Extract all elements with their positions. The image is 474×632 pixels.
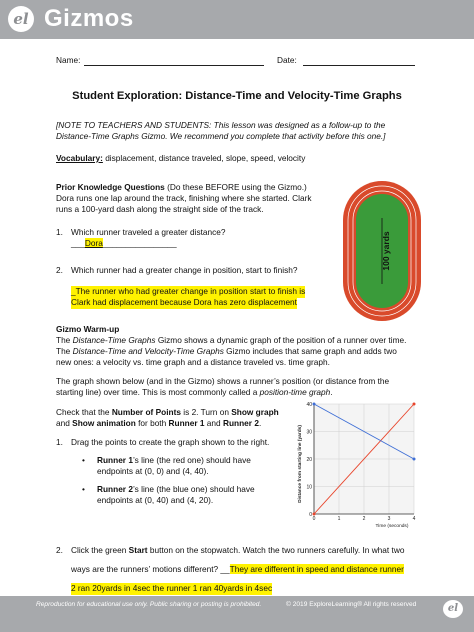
bullet-1-line-2: endpoints at (0, 0) and (4, 40). — [97, 466, 209, 476]
prior-knowledge-note: (Do these BEFORE using the Gizmo.) — [164, 182, 307, 192]
control-show-animation: Show animation — [72, 418, 136, 428]
control-show-graph: Show graph — [231, 407, 279, 417]
prior-knowledge-heading: Prior Knowledge Questions — [56, 182, 165, 192]
text-run: . — [330, 387, 333, 397]
y-tick-label: 20 — [306, 456, 312, 463]
y-tick-label: 0 — [309, 511, 312, 518]
gizmo-name: Distance-Time Graphs — [72, 335, 156, 345]
answer-underline-lead: ___ — [71, 238, 85, 248]
question-1-number: 1. — [56, 227, 63, 237]
control-number-of-points: Number of Points — [111, 407, 181, 417]
x-tick-label: 0 — [312, 516, 316, 522]
question-1-text: Which runner traveled a greater distance? — [71, 227, 226, 237]
y-tick-label: 40 — [306, 401, 312, 408]
page-footer — [0, 596, 474, 632]
x-tick-label: 4 — [412, 516, 416, 522]
runner-2-label: Runner 2 — [222, 418, 259, 428]
prior-knowledge-line-3: runs a 100-yard dash along the straight side of the track. — [56, 204, 264, 214]
x-axis-label: Time (seconds) — [375, 524, 409, 529]
warmup-paragraph-2-line-2 — [56, 387, 333, 399]
name-field[interactable] — [84, 65, 264, 66]
y-tick-label: 30 — [306, 429, 312, 436]
running-track-illustration — [342, 180, 422, 322]
text-run: Gizmo includes that same graph and adds two — [223, 346, 397, 356]
text-run: Gizmo shows a dynamic graph of the position of a runner over time. — [155, 335, 407, 345]
step-2-answer-line-1: They are different in speed and distance runner — [229, 564, 404, 574]
question-2-answer-line-1: _The runner who had greater change in position start to finish is — [71, 286, 306, 296]
runner-2-name: Runner 2 — [97, 484, 133, 494]
page-title: Student Exploration: Distance-Time and Velocity-Time Graphs — [72, 90, 402, 102]
text-run: . — [258, 418, 262, 428]
bullet-dot: • — [82, 455, 85, 465]
date-label: Date: — [277, 55, 297, 65]
question-1-answer: Dora — [84, 238, 103, 248]
runner-2-point — [413, 458, 416, 461]
step-2-line-2 — [71, 564, 404, 576]
bullet-2-line-1 — [97, 484, 255, 496]
x-tick-label: 1 — [337, 516, 341, 522]
x-tick-label: 2 — [362, 516, 366, 522]
text-run: is 2. Turn on — [180, 407, 232, 417]
y-tick-label: 10 — [306, 484, 312, 491]
text-run: ’s line (the blue one) should have — [132, 484, 255, 494]
note-line-2: Distance-Time Graphs Gizmo. We recommend you complete that activity before this one.] — [56, 131, 386, 141]
step-2-answer-line-2: 2 ran 20yards in 4sec the runner 1 ran 40yards in 4sec — [71, 583, 273, 593]
step-1-text: Drag the points to create the graph shown to the right. — [71, 437, 270, 447]
footer-usage-notice: Reproduction for educational use only. Public sharing or posting is prohibited. — [36, 601, 262, 608]
step-2-line-1 — [71, 545, 404, 557]
step-2-number: 2. — [56, 545, 63, 555]
track-distance-label: 100 yards — [381, 231, 391, 271]
text-run: button on the stopwatch. Watch the two runners carefully. In what two — [147, 545, 405, 555]
runner-1-label: Runner 1 — [168, 418, 205, 428]
runner-1-name: Runner 1 — [97, 455, 133, 465]
text-run: Click the green — [71, 545, 129, 555]
gizmo-name: Distance-Time and Velocity-Time Graphs — [72, 346, 224, 356]
date-field[interactable] — [303, 65, 415, 66]
explorelearning-logo: el — [8, 6, 34, 32]
warmup-paragraph-2-line-1: The graph shown below (and in the Gizmo) shows a runner’s position (or distance from the — [56, 376, 390, 386]
prior-knowledge-line-1 — [56, 182, 307, 194]
text-run: Check that the — [56, 407, 112, 417]
warmup-paragraph-1-line-2 — [56, 346, 397, 358]
footer-logo: el — [443, 600, 463, 618]
note-line-1: [NOTE TO TEACHERS AND STUDENTS: This lesson was designed as a follow-up to the — [56, 120, 386, 130]
answer-underline-tail: ________________ — [102, 238, 177, 248]
vocabulary-line — [56, 153, 305, 165]
warmup-paragraph-1-line-1 — [56, 335, 406, 347]
runner-1-point — [413, 403, 416, 406]
step-1-number: 1. — [56, 437, 63, 447]
runner-2-point — [313, 403, 316, 406]
text-run: The — [56, 346, 73, 356]
name-label: Name: — [56, 55, 81, 65]
text-run: starting line) over time. This is most commonly called a — [56, 387, 260, 397]
start-button-reference: Start — [128, 545, 148, 555]
warmup-paragraph-3-line-2 — [56, 418, 261, 430]
text-run: ’s line (the red one) should have — [132, 455, 251, 465]
warmup-paragraph-1-line-3: new ones: a velocity vs. time graph and a distance traveled vs. time graph. — [56, 357, 330, 367]
text-run: for both — [135, 418, 169, 428]
bullet-dot: • — [82, 484, 85, 494]
warmup-paragraph-3-line-1 — [56, 407, 279, 419]
question-1-answer-line[interactable] — [71, 238, 177, 250]
position-time-graph — [294, 396, 422, 530]
text-run: ways are the runners’ motions different? __ — [71, 564, 230, 574]
question-2-answer-line-2: Clark had displacement because Dora has zero displacement — [71, 297, 297, 307]
footer-copyright: © 2019 ExploreLearning® All rights reserved — [286, 601, 417, 608]
question-2-text: Which runner had a greater change in position, start to finish? — [71, 265, 298, 275]
x-tick-label: 3 — [387, 516, 391, 522]
text-run: and — [204, 418, 223, 428]
term-position-time-graph: position-time graph — [259, 387, 331, 397]
bullet-1-line-1 — [97, 455, 251, 467]
text-run: and — [56, 418, 73, 428]
vocabulary-terms: displacement, distance traveled, slope, speed, velocity — [102, 153, 306, 163]
warmup-heading: Gizmo Warm-up — [56, 324, 120, 334]
text-run: The — [56, 335, 73, 345]
y-axis-label: Distance from starting line (yards) — [298, 425, 303, 503]
vocabulary-label: Vocabulary: — [56, 153, 103, 163]
gizmos-brand: Gizmos — [44, 5, 134, 32]
question-2-number: 2. — [56, 265, 63, 275]
prior-knowledge-line-2: Dora runs one lap around the track, finishing where she started. Clark — [56, 193, 312, 203]
gizmos-header — [0, 0, 474, 39]
bullet-2-line-2: endpoints at (0, 40) and (4, 20). — [97, 495, 214, 505]
